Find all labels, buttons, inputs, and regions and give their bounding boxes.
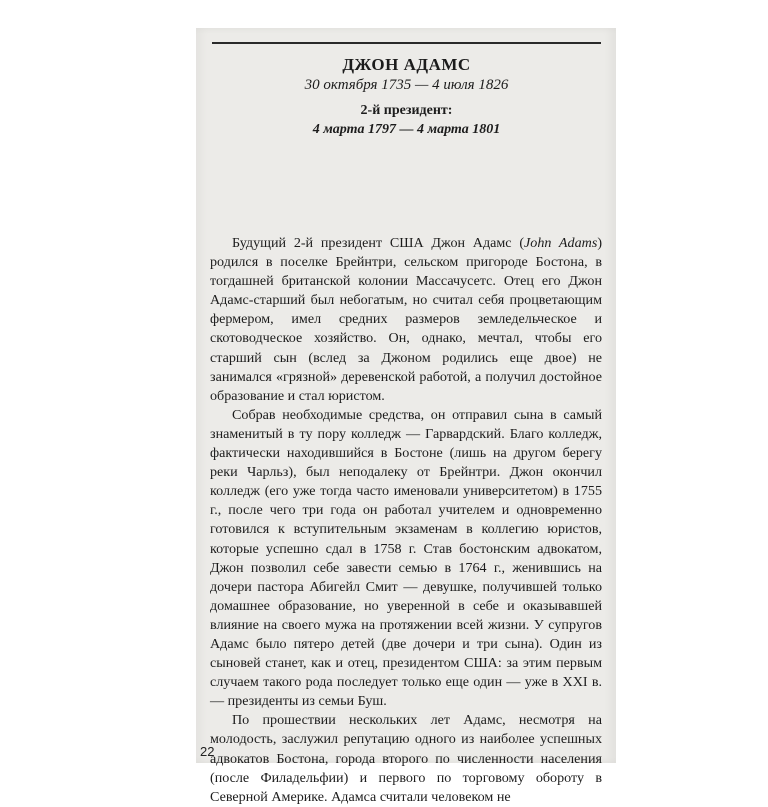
header-rule	[212, 42, 601, 44]
term-dates: 4 марта 1797 — 4 марта 1801	[312, 122, 501, 137]
paragraph-3: По прошествии нескольких лет Адамс, несмотря на молодость, заслужил репутацию одного из наиболее успешных адвокатов Бостона, города второго по численности населения (после Филадельфии) и первого по торговому обороту в Северной Америке. Адамса считали человеком не	[210, 712, 602, 805]
body-text	[210, 234, 602, 807]
chapter-title: ДЖОН АДАМС	[342, 55, 471, 74]
page-number: 22	[200, 744, 215, 759]
paragraph-1-rest: ) родился в поселке Брейнтри, сельском пригороде Бостона, в тогдашней британской колонии Массачусетс. Отец его Джон Адамс-старший был небогатым, но считал себя процветающим фермером, имел средних размеров земледельческое и скотоводческое хозяйство. Он, однако, мечтал, чтобы его старший сын (вслед за Джоном родились еще двое) не занимался «грязной» деревенской работой, а получил достойное образование и стал юристом.	[210, 235, 603, 404]
book-page	[196, 28, 616, 805]
paragraph-1	[210, 234, 602, 406]
life-dates: 30 октября 1735 — 4 июля 1826	[304, 77, 509, 93]
paragraph-1-start: Будущий 2-й президент США Джон Адамс (	[232, 235, 525, 251]
english-name: John Adams	[524, 235, 598, 251]
presidency-label: 2-й президент:	[360, 103, 453, 118]
chapter-header	[212, 48, 601, 139]
paragraph-2: Собрав необходимые средства, он отправил сына в самый знаменитый в ту пору колледж — Гарвардский. Благо колледж, фактически находившийся в Бостоне (лишь на другом берегу реки Чарльз), был неподалеку от Брейнтри. Джон окончил колледж (его уже тогда часто именовали университетом) в 1755 г., после чего три года он работал учителем и одновременно готовился к вступительным экзаменам в коллегию юристов, которые успешно сдал в 1758 г. Став бостонским адвокатом, Джон позволил себе завести семью в 1764 г., женившись на дочери пастора Абигейл Смит — девушке, получившей только домашнее образование, но уверенной в себе и оказывавшей влияние на своего мужа на протяжении всей жизни. У супругов Адамс было пятеро детей (две дочери и три сына). Один из сыновей станет, как и отец, президентом США: за этим первым случаем такого рода последует только еще один — уже в XXI в. — президенты из семьи Буш.	[210, 406, 602, 710]
